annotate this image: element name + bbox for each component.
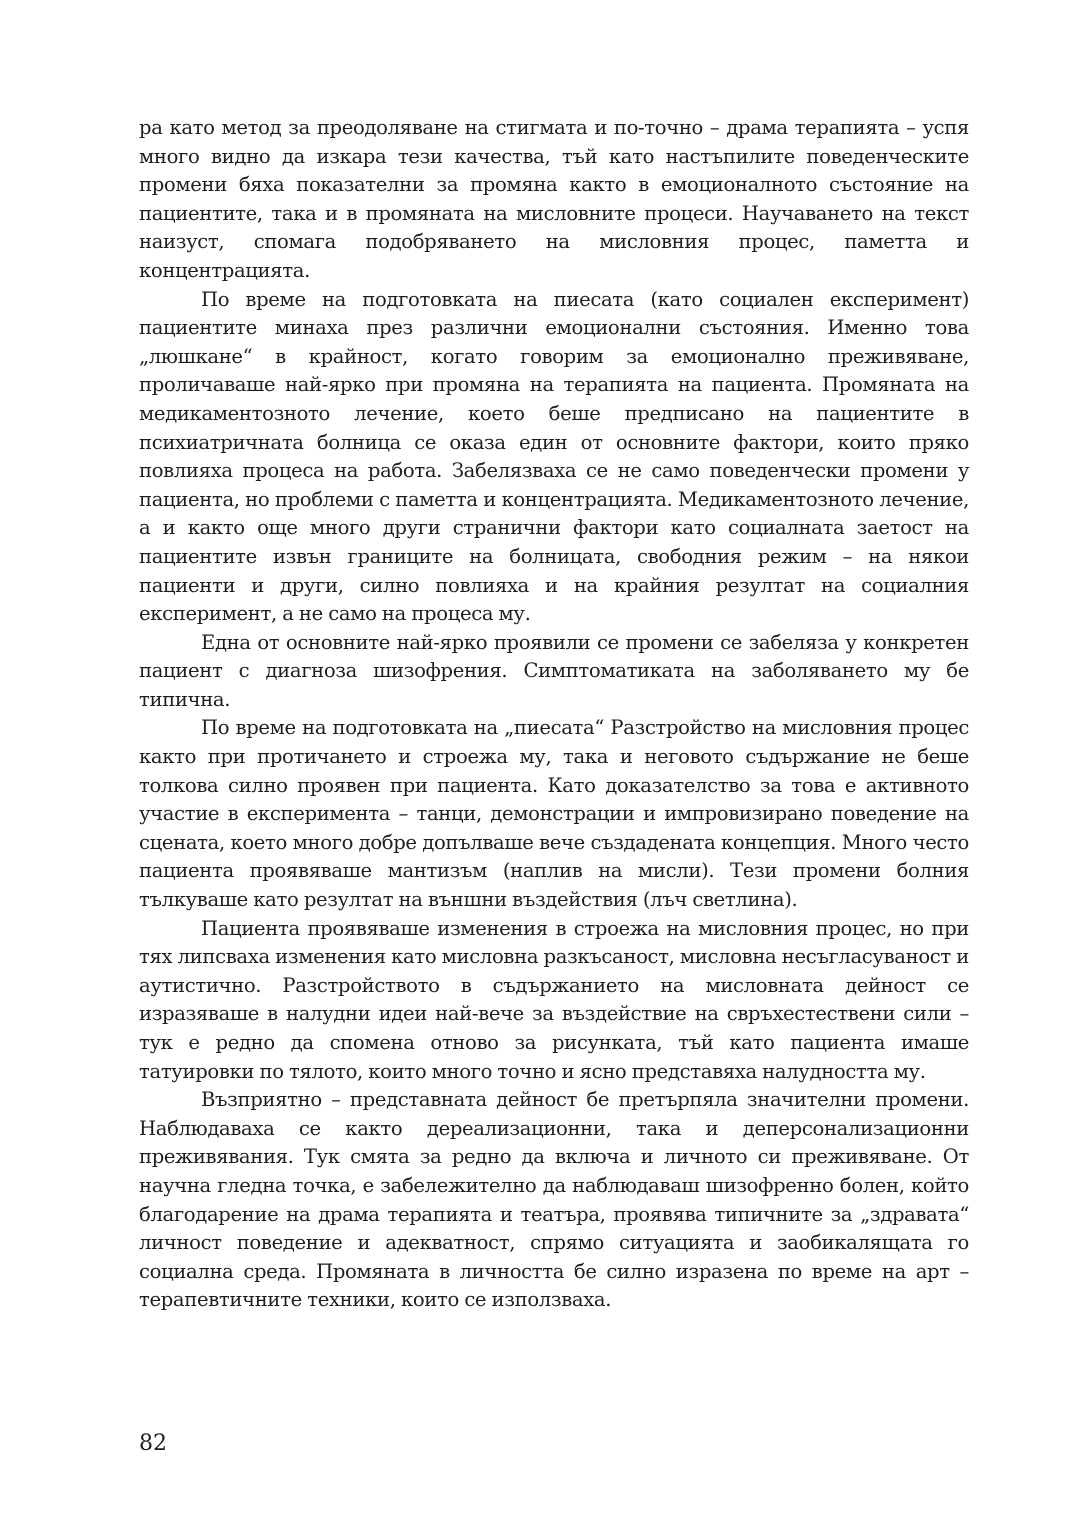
paragraph-continued: ра като метод за преодоляване на стигмата и по-точно – драма терапията – успя много видно да изкара тези качества, тъй като настъпилите поведенческите промени бяха показателни за промяна както в емоционалното състояние на пациентите, така и в промяната на мисловните процеси. Научаването на текст наизуст, спомага подобряването на мисловния процес, паметта и концентрацията.	[139, 116, 969, 282]
body-text	[139, 114, 969, 1315]
page-number: 82	[139, 1431, 167, 1456]
paragraph: По време на подготовката на пиесата (като социален експеримент) пациентите минаха през различни емоционални състояния. Именно това „люшкане“ в крайност, когато говорим за емоционално преживяване, проличаваше най-ярко при промяна на терапията на пациента. Промяната на медикаментозното лечение, което беше предписано на пациентите в психиатричната болница се оказа един от основните фактори, които пряко повлияха процеса на работа. Забелязваха се не само поведенчески промени у пациента, но проблеми с паметта и концентрацията. Медикаментозното лечение, а и както още много други странични фактори като социалната заетост на пациентите извън границите на болницата, свободния режим – на някои пациенти и други, силно повлияха и на крайния резултат на социалния експеримент, а не само на процеса му.	[139, 287, 969, 626]
paragraph: Една от основните най-ярко проявили се промени се забеляза у конкретен пациент с диагноза шизофрения. Симптоматиката на заболяването му бе типична.	[139, 630, 969, 711]
paragraph: Пациента проявяваше изменения в строежа на мисловния процес, но при тях липсваха изменения като мисловна разкъсаност, мисловна несъгласуваност и аутистично. Разстройството в съдържанието на мисловната дейност се изразяваше в налудни идеи най-вече за въздействие на свръхестествени сили – тук е редно да спомена отново за рисунката, тъй като пациента имаше татуировки по тялото, които много точно и ясно представяха налудността му.	[139, 916, 969, 1083]
paragraph: По време на подготовката на „пиесата“ Разстройство на мисловния процес както при протичането и строежа му, така и неговото съдържание не беше толкова силно проявен при пациента. Като доказателство за това е активното участие в експеримента – танци, демонстрации и импровизирано поведение на сцената, което много добре допълваше вече създадената концепция. Много често пациента проявяваше мантизъм (наплив на мисли). Тези промени болния тълкуваше като резултат на външни въздействия (лъч светлина).	[139, 716, 969, 912]
paragraph: Възприятно – представната дейност бе претърпяла значителни промени. Наблюдаваха се както дереализационни, така и деперсонализационни преживявания. Тук смята за редно да включа и личното си преживяване. От научна гледна точка, е забележително да наблюдаваш шизофренно болен, който благодарение на драма терапията и театъра, проявява типичните за „здравата“ личност поведение и адекватност, спрямо ситуацията и заобикалящата го социална среда. Промяната в личността бе силно изразена по време на арт – терапевтичните техники, които се използваха.	[139, 1088, 969, 1312]
